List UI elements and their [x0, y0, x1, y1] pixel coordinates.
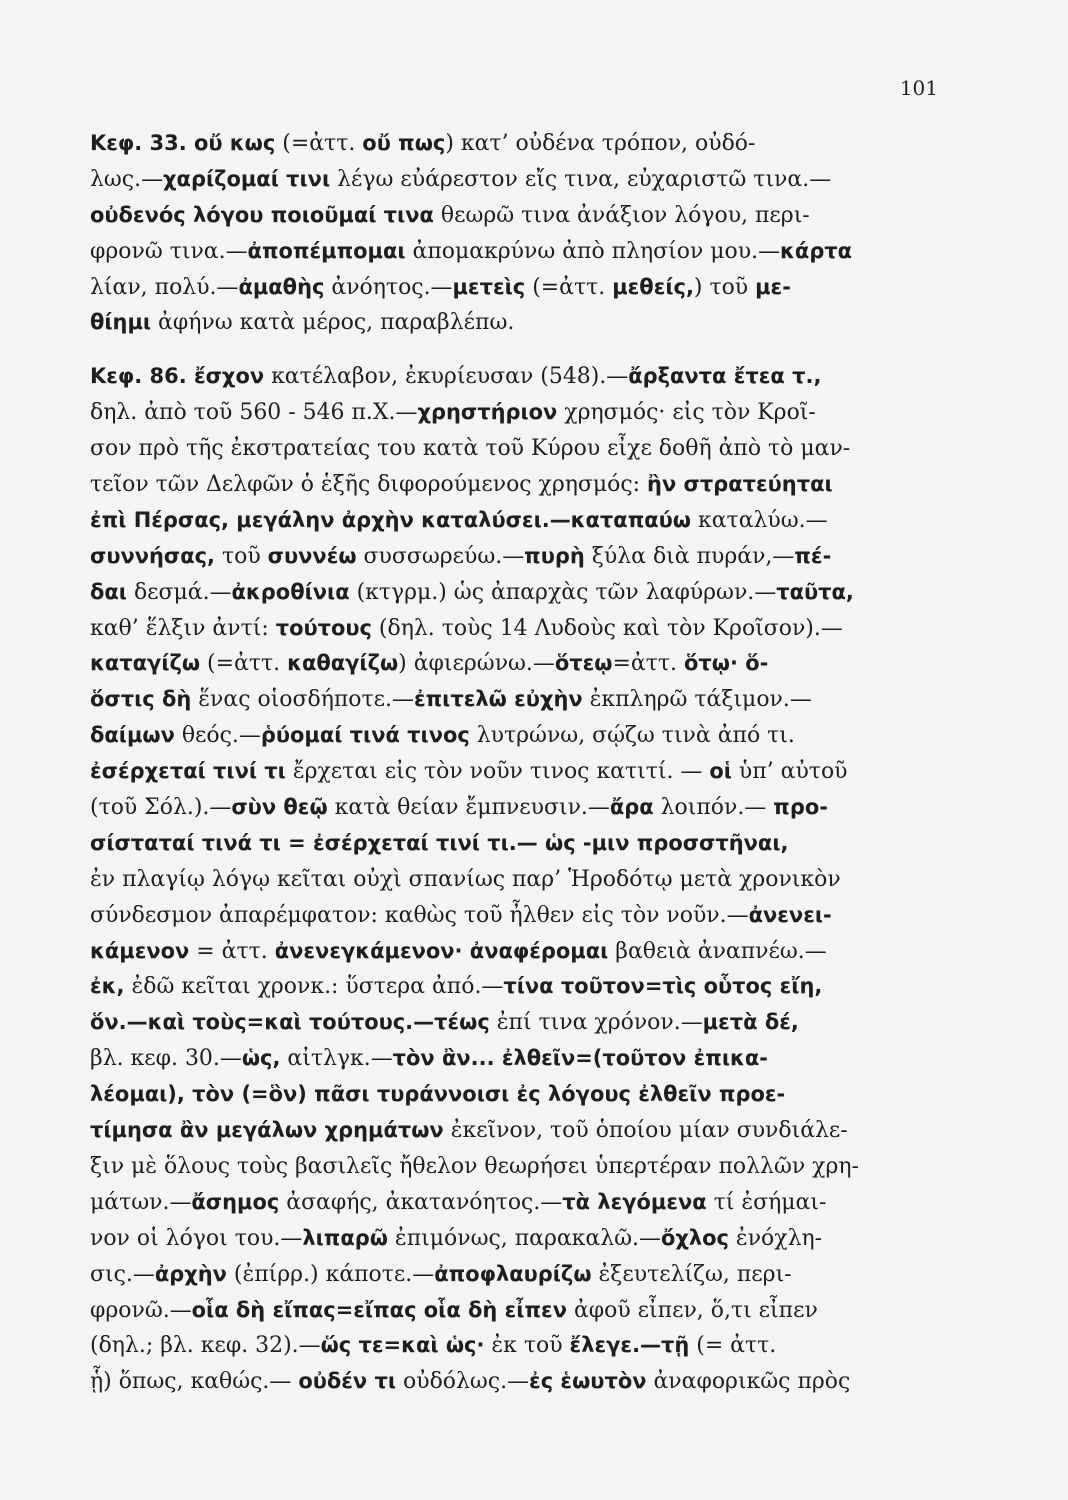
- text-line: [90, 718, 948, 754]
- text-line: [90, 754, 948, 790]
- bold-term: ὡς,: [241, 1046, 281, 1071]
- text-line: [90, 575, 948, 611]
- text-line: [90, 646, 948, 682]
- plain-text: ἐξευτελίζω, περι-: [591, 1261, 792, 1287]
- bold-term: ἀποφλαυρίζω: [434, 1261, 592, 1286]
- plain-text: τί ἐσήμαι-: [706, 1189, 827, 1215]
- plain-text: ἐδῶ κεῖται χρονκ.: ὕστερα ἀπό.—: [124, 974, 504, 1000]
- plain-text: μάτων.—: [90, 1189, 192, 1215]
- bold-term: ἢν στρατεύηται: [647, 472, 833, 497]
- plain-text: ) τοῦ: [693, 274, 756, 300]
- plain-text: (κτγρμ.) ὡς ἀπαρχὰς τῶν λαφύρων.—: [349, 579, 777, 605]
- plain-text: θεός.—: [174, 723, 261, 749]
- bold-term: ὅστις δὴ: [90, 687, 192, 712]
- plain-text: κατέλαβον, ἐκυρίευσαν (548).—: [264, 364, 629, 390]
- bold-term: Κεφ. 86. ἔσχον: [90, 364, 265, 389]
- plain-text: λως.—: [90, 166, 164, 192]
- text-line: [90, 270, 948, 306]
- bold-term: Κεφ. 33. οὔ κως: [90, 131, 276, 155]
- text-line: [90, 1077, 948, 1113]
- text-line: [90, 395, 948, 431]
- bold-term: κάμενον: [90, 938, 190, 963]
- text-line: [90, 162, 948, 198]
- text-line: [90, 1113, 948, 1149]
- plain-text: σον πρὸ τῆς ἐκστρατείας του κατὰ τοῦ Κύρου εἶχε δοθῆ ἀπὸ τὸ μαν-: [90, 436, 851, 462]
- bold-term: τίμησα ἂν μεγάλων χρημάτων: [90, 1118, 444, 1143]
- bold-term: ἔλεγε.—τῇ: [569, 1333, 690, 1358]
- plain-text: λίαν, πολύ.—: [90, 274, 239, 300]
- plain-text: φρονῶ.—: [90, 1297, 192, 1323]
- plain-text: ἀπομακρύνω ἀπὸ πλησίον μου.—: [405, 238, 781, 264]
- page-number: 101: [899, 76, 938, 100]
- bold-term: ὅν.—καὶ τοὺς=καὶ τούτους.—τέως: [90, 1010, 490, 1035]
- bold-term: δαίμων: [90, 723, 175, 748]
- plain-text: κατὰ θείαν ἔμπνευσιν.—: [327, 795, 610, 821]
- text-line: [90, 234, 948, 270]
- bold-term: προ-: [773, 795, 828, 820]
- bold-term: ὅτεῳ: [554, 651, 613, 676]
- bold-term: ἐς ἑωυτὸν: [529, 1369, 647, 1394]
- bold-term: ἄρα: [609, 795, 654, 820]
- text-line: [90, 1257, 948, 1293]
- plain-text: (τοῦ Σόλ.).—: [90, 795, 232, 821]
- text-line: [90, 126, 948, 162]
- plain-text: ὑπ’ αὐτοῦ: [731, 759, 848, 785]
- plain-text: ἀσαφής, ἀκατανόητος.—: [279, 1189, 563, 1215]
- plain-text: ἕνας οἱοσδήποτε.—: [191, 687, 414, 713]
- text-line: [90, 1185, 948, 1221]
- bold-term: καταγίζω: [90, 651, 201, 676]
- text-line: [90, 826, 948, 862]
- bold-term: ἀνενει-: [748, 902, 832, 927]
- plain-text: (=ἀττ.: [525, 274, 613, 300]
- bold-term: θίημι: [90, 310, 152, 335]
- plain-text: ἐκπληρῶ τάξιμον.—: [582, 687, 812, 713]
- plain-text: (=ἀττ.: [275, 131, 363, 156]
- bold-term: μεθείς,: [612, 274, 694, 299]
- bold-term: ἀρχὴν: [154, 1261, 227, 1286]
- plain-text: ἐπιμόνως, παρακαλῶ.—: [387, 1225, 661, 1251]
- plain-text: (=ἀττ.: [200, 651, 288, 677]
- plain-text: ἐκ τοῦ: [484, 1333, 570, 1359]
- plain-text: =ἀττ.: [612, 651, 684, 677]
- plain-text: νον οἱ λόγοι του.—: [90, 1225, 303, 1251]
- bold-term: λέομαι), τὸν (=ὃν) πᾶσι τυράννοισι ἐς λόγους ἐλθεῖν προε-: [90, 1082, 786, 1107]
- bold-term: ἐσέρχεταί τινί τι: [90, 759, 286, 784]
- bold-term: ἄρξαντα ἔτεα τ.,: [628, 364, 822, 389]
- text-line: [90, 539, 948, 575]
- plain-text: ἐνόχλη-: [728, 1225, 823, 1251]
- bold-term: οὐδενός λόγου ποιοῦμαί τινα: [90, 202, 434, 227]
- bold-term: ἐπιτελῶ εὐχὴν: [413, 687, 583, 712]
- text-line: [90, 431, 948, 467]
- plain-text: αἰτλγκ.—: [280, 1046, 393, 1072]
- plain-text: ἔρχεται εἰς τὸν νοῦν τινος κατιτί. —: [285, 759, 710, 785]
- bold-term: ἄσημος: [191, 1189, 280, 1214]
- bold-term: χρηστήριον: [417, 400, 558, 425]
- text-line: [90, 934, 948, 970]
- plain-text: ἀφοῦ εἶπεν, ὅ,τι εἶπεν: [566, 1297, 818, 1323]
- text-line: [90, 682, 948, 718]
- plain-text: ᾗ) ὅπως, καθώς.—: [90, 1369, 299, 1395]
- plain-text: χρησμός· εἰς τὸν Κροῖ-: [557, 400, 816, 426]
- text-line: [90, 611, 948, 647]
- plain-text: θεωρῶ τινα ἀνάξιον λόγου, περι-: [433, 202, 810, 228]
- bold-term: συννέω: [267, 543, 357, 568]
- text-line: [90, 790, 948, 826]
- text-line: [90, 1149, 948, 1185]
- plain-text: καταλύω.—: [691, 507, 828, 533]
- plain-text: σις.—: [90, 1261, 155, 1287]
- text-line: [90, 1328, 948, 1364]
- plain-text: τοῦ: [215, 543, 268, 569]
- plain-text: λοιπόν.—: [653, 795, 774, 821]
- plain-text: τεῖον τῶν Δελφῶν ὁ ἑξῆς διφορούμενος χρησμός:: [90, 472, 648, 498]
- plain-text: (ἐπίρρ.) κάποτε.—: [226, 1261, 435, 1287]
- plain-text: λυτρώνω, σῴζω τινὰ ἀπό τι.: [469, 723, 795, 749]
- bold-term: ἀνενεγκάμενον· ἀναφέρομαι: [274, 938, 609, 963]
- bold-term: οἱ: [709, 759, 732, 784]
- bold-term: ἀμαθὴς: [238, 274, 325, 299]
- plain-text: ) ἀφιερώνω.—: [398, 651, 555, 677]
- plain-text: ξύλα διὰ πυράν,—: [584, 543, 795, 569]
- text-line: [90, 503, 948, 539]
- text-line: [90, 1041, 948, 1077]
- text-line: [90, 1364, 948, 1400]
- plain-text: ) κατ’ οὐδένα τρόπον, οὐδό-: [445, 131, 756, 156]
- plain-text: ξιν μὲ ὅλους τοὺς βασιλεῖς ἤθελον θεωρήσει ὑπερτέραν πολλῶν χρη-: [90, 1153, 859, 1179]
- plain-text: σύνδεσμον ἀπαρέμφατον: καθὼς τοῦ ἦλθεν εἰς τὸν νοῦν.—: [90, 902, 749, 928]
- bold-term: ἀκροθίνια: [231, 579, 350, 604]
- bold-term: ἐπὶ Πέρσας, μεγάλην ἀρχὴν καταλύσει.—καταπαύω: [90, 507, 692, 532]
- bold-term: ὄχλος: [660, 1225, 729, 1250]
- text-line: [90, 862, 948, 898]
- plain-text: = ἀττ.: [189, 938, 275, 964]
- bold-term: οὔ πως: [362, 131, 446, 155]
- plain-text: ἀναφορικῶς πρὸς: [646, 1369, 851, 1395]
- text-line: [90, 359, 948, 395]
- bold-term: οὐδέν τι: [298, 1369, 397, 1394]
- bold-term: οἷα δὴ εἴπας=εἴπας οἷα δὴ εἶπεν: [191, 1297, 567, 1322]
- bold-term: δαι: [90, 579, 127, 604]
- text-line: [90, 1293, 948, 1329]
- text-line: [90, 305, 948, 341]
- plain-text: ἐκεῖνον, τοῦ ὁποίου μίαν συνδιάλε-: [443, 1118, 848, 1144]
- plain-text: δεσμά.—: [126, 579, 232, 605]
- commentary-text: [90, 126, 950, 1400]
- plain-text: (= ἀττ.: [689, 1333, 777, 1359]
- plain-text: ἀφήνω κατὰ μέρος, παραβλέπω.: [151, 310, 515, 336]
- text-line: [90, 1221, 948, 1257]
- bold-term: λιπαρῶ: [302, 1225, 388, 1250]
- bold-term: πέ-: [794, 543, 832, 568]
- bold-term: τὸν ἂν... ἐλθεῖν=(τοῦτον ἐπικα-: [392, 1046, 768, 1071]
- plain-text: λέγω εὐάρεστον εἴς τινα, εὐχαριστῶ τινα.—: [330, 166, 832, 192]
- text-line: [90, 969, 948, 1005]
- bold-term: σὺν θεῷ: [231, 795, 328, 820]
- bold-term: ταῦτα,: [776, 579, 854, 604]
- bold-term: σίσταταί τινά τι = ἐσέρχεταί τινί τι.— ὡς -μιν προσστῆναι,: [90, 830, 789, 855]
- bold-term: καθαγίζω: [287, 651, 399, 676]
- plain-text: καθ’ ἕλξιν ἀντί:: [90, 615, 276, 641]
- bold-term: πυρὴ: [524, 543, 585, 568]
- plain-text: συσσωρεύω.—: [356, 543, 525, 569]
- text-line: [90, 467, 948, 503]
- bold-term: ἐκ,: [90, 974, 125, 999]
- plain-text: βλ. κεφ. 30.—: [90, 1046, 242, 1072]
- bold-term: ῥύομαί τινά τινος: [260, 723, 470, 748]
- bold-term: χαρίζομαί τινι: [163, 166, 331, 191]
- bold-term: ὥς τε=καὶ ὡς·: [320, 1333, 485, 1358]
- bold-term: μετεὶς: [452, 274, 526, 299]
- bold-term: ὅτῳ· ὅ-: [683, 651, 769, 676]
- bold-term: μετὰ δέ,: [702, 1010, 799, 1035]
- text-line: [90, 1005, 948, 1041]
- plain-text: δηλ. ἀπὸ τοῦ 560 - 546 π.Χ.—: [90, 400, 418, 426]
- bold-term: τὰ λεγόμενα: [562, 1189, 707, 1214]
- plain-text: βαθειὰ ἀναπνέω.—: [608, 938, 827, 964]
- bold-term: τίνα τοῦτον=τὶς οὗτος εἴη,: [503, 974, 823, 999]
- plain-text: οὐδόλως.—: [396, 1369, 530, 1395]
- plain-text: ἐν πλαγίῳ λόγῳ κεῖται οὐχὶ σπανίως παρ’ Ἡροδότῳ μετὰ χρονικὸν: [90, 866, 841, 892]
- plain-text: ἀνόητος.—: [324, 274, 453, 300]
- text-line: [90, 198, 948, 234]
- bold-term: με-: [755, 274, 791, 299]
- plain-text: (δηλ. τοὺς 14 Λυδοὺς καὶ τὸν Κροῖσον).—: [371, 615, 843, 641]
- text-line: [90, 898, 948, 934]
- plain-text: φρονῶ τινα.—: [90, 238, 248, 264]
- bold-term: ἀποπέμπομαι: [247, 238, 406, 263]
- plain-text: ἐπί τινα χρόνον.—: [489, 1010, 703, 1036]
- bold-term: τούτους: [275, 615, 372, 640]
- bold-term: κάρτα: [780, 238, 853, 263]
- plain-text: (δηλ.; βλ. κεφ. 32).—: [90, 1333, 321, 1359]
- bold-term: συννήσας,: [90, 543, 216, 568]
